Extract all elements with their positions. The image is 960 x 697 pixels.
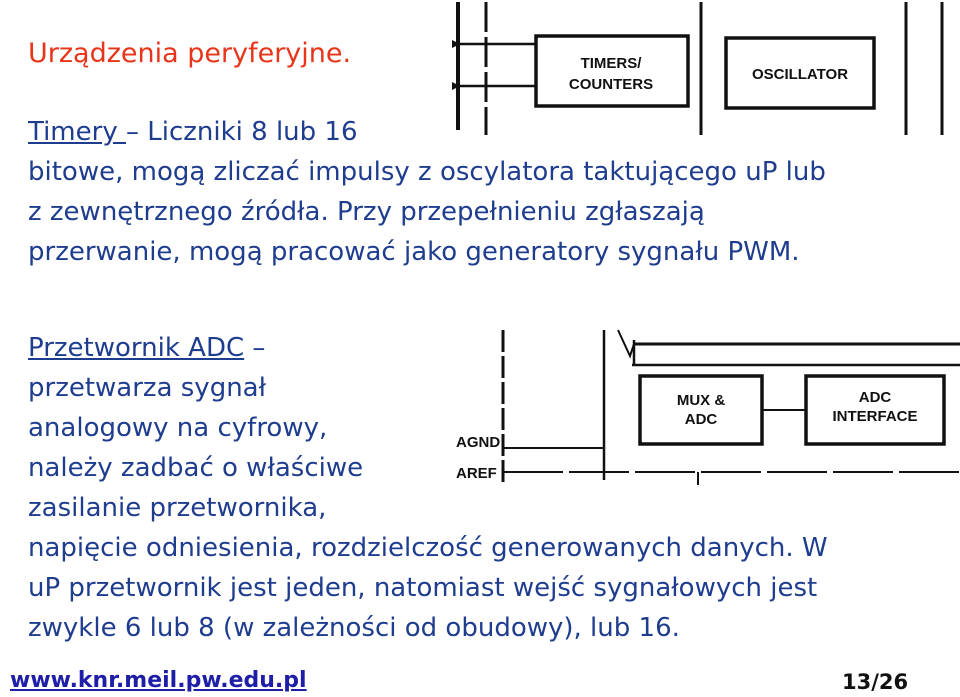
timers-block-label-2: COUNTERS bbox=[568, 76, 654, 93]
aref-pin-label: AREF bbox=[456, 465, 497, 482]
adc-first-line bbox=[28, 328, 828, 368]
timers-block-label-1: TIMERS/ bbox=[580, 55, 642, 72]
adc-line: zasilanie przetwornika, bbox=[28, 493, 327, 523]
mux-adc-label-2: ADC bbox=[684, 411, 718, 428]
adc-line: napięcie odniesienia, rozdzielczość generowanych danych. W bbox=[28, 533, 828, 563]
adc-interface-label-1: ADC bbox=[858, 389, 892, 406]
mux-adc-label-1: MUX & bbox=[676, 392, 726, 409]
page-number: 13/26 bbox=[842, 670, 909, 694]
timers-heading-dash: – Liczniki 8 lub 16 bbox=[125, 117, 358, 147]
adc-interface-label-2: INTERFACE bbox=[832, 408, 918, 425]
timers-paragraph bbox=[28, 112, 826, 272]
oscillator-block-label: OSCILLATOR bbox=[751, 66, 849, 83]
timers-line: bitowe, mogą zliczać impulsy z oscylatora taktującego uP lub bbox=[28, 157, 826, 187]
timers-line: przerwanie, mogą pracować jako generatory sygnału PWM. bbox=[28, 237, 800, 267]
adc-heading: Przetwornik ADC bbox=[28, 333, 245, 363]
adc-line: zwykle 6 lub 8 (w zależności od obudowy), lub 16. bbox=[28, 613, 680, 643]
footer-url-link[interactable]: www.knr.meil.pw.edu.pl bbox=[10, 668, 307, 693]
timers-heading: Timery bbox=[28, 117, 126, 147]
slide-title: Urządzenia peryferyjne. bbox=[28, 38, 352, 69]
adc-line: przetwarza sygnał bbox=[28, 373, 266, 403]
adc-line: uP przetwornik jest jeden, natomiast wejść sygnałowych jest bbox=[28, 573, 818, 603]
adc-line: analogowy na cyfrowy, bbox=[28, 413, 328, 443]
adc-line: należy zadbać o właściwe bbox=[28, 453, 364, 483]
adc-paragraph bbox=[28, 328, 828, 648]
timers-first-line bbox=[28, 112, 826, 152]
adc-heading-dash: – bbox=[244, 333, 266, 363]
timers-line: z zewnętrznego źródła. Przy przepełnieniu zgłaszają bbox=[28, 197, 705, 227]
agnd-pin-label: AGND bbox=[456, 434, 501, 451]
